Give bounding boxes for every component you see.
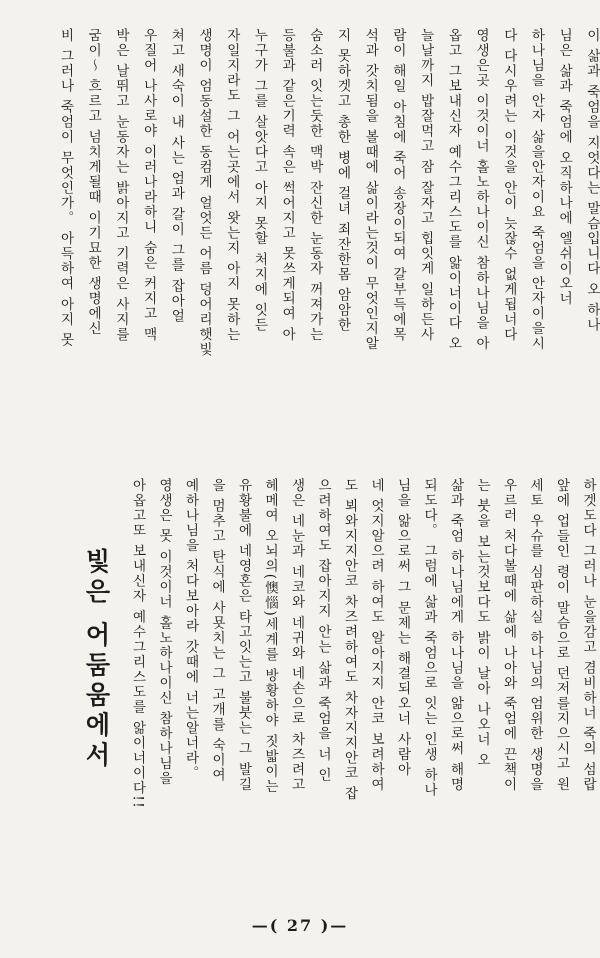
text-column: 네 엇지알으려 하여도 알아지지 안코 보려하여 — [368, 478, 384, 792]
bottom-text-block — [130, 478, 594, 880]
top-text-block — [58, 28, 598, 440]
text-column: 늘날까지 밥잘먹고 잠 잘자고 힙잇게 일하든사 — [417, 28, 434, 342]
text-column: 님은 삶과 죽엄에 오직하나에 엘쉬이오너 — [556, 28, 573, 307]
text-column: 되도다。 그럼에 삶과 죽엄으로 잇는 인생 하나 — [421, 478, 437, 798]
text-column: 앞에 업들인 령이 말슴으로 던저를지으시고 원 — [553, 478, 570, 792]
text-column: 영생은 못 이것이너 홀노하나이신 참하나님을 — [156, 478, 172, 787]
page-number: —( 27 )— — [251, 916, 349, 935]
text-column: 옵고 그보내신자 예수그리스도를 앎이너이다 오 — [445, 28, 462, 352]
text-column: 다 다시우려는 이것을 안이 늣잖수 없게됩너다 — [500, 28, 517, 342]
text-column: 님을 앎으로써 그 문제는 해결되오너 사람아 — [394, 478, 411, 777]
text-column: 이 삶과 죽엄을 지엇다는 말슴입니다 오 하나 — [583, 28, 600, 333]
text-column: 우르러 처다볼때에 삶에 나아와 죽엄에 끈책이 — [500, 478, 517, 792]
text-column: 쳐고 새숙이 내 사는 엄과 갈이 그를 잡아얼 — [168, 28, 185, 324]
text-column: 람이 해일 아침에 죽어 송장이되여 갈부득에목 — [389, 28, 406, 342]
text-column: 생명이 엄동설한 동컴게 얼엇든 어름 덩어리햇빛 — [196, 28, 213, 357]
text-column: 우질어 나사로야 이러나라하니 숨은 커지고 맥 — [140, 28, 157, 342]
text-column: 박은 날뛰고 눈동자는 밝아지고 기력은 사지를 — [112, 28, 129, 342]
text-column: 숨소러 잇는둣한 맥박 잔신한 눈동자 꺼져가는 — [306, 28, 323, 342]
text-column: 비 그러나 죽엄이 무엇인가。 아득하여 아지 못 — [57, 28, 74, 348]
section-title: 빛은 어둠움에서 — [82, 548, 111, 772]
text-column: 도 뵈와지지안코 차즈려하여도 차자지지안코 잡 — [341, 478, 358, 802]
text-column: 자일지라도 그 어는곳에서 왓는지 아지 못하는 — [223, 28, 240, 342]
text-column: 등불과 같은기력 속은 썩어지고 못쓰게되여 아 — [279, 28, 296, 342]
text-column: 생은 네눈과 네코와 네귀와 네손으로 차즈려고 — [288, 478, 305, 792]
text-column: 지 못하겟고 총한 병에 걸녀 죄잔한몸 암암한 — [334, 28, 351, 333]
text-column: 을 멈추고 탄식에 사묫치는 그 고개를 숙이여 — [209, 478, 225, 783]
text-column: 하나님을 안자 삶을안자이요 죽엄을 안자이을시 — [528, 28, 545, 352]
text-column: 하겟도다 그러나 눈을감고 겸비하너 죽의 섬랍 — [580, 478, 596, 792]
text-column: 굼이〜 흐르고 넘치게될때 이기묘한 생명에신 — [85, 28, 102, 337]
text-column: 삶과 죽엄 하나님에게 하나님을 앎으로써 해명 — [447, 478, 464, 792]
text-column: 는 붓을 보는것보다도 밝이 날아 나오너 오 — [474, 478, 490, 768]
text-column: 영생은곳 이것이너 홀노하나이신 참하나님을 아 — [473, 28, 490, 352]
text-column: 유황불에 네영혼은 타고잇는고 불붓는 그 발길 — [235, 478, 252, 792]
text-column: 으려하여도 잡아지지 안는 삶과 죽엄을 너 인 — [315, 478, 331, 783]
text-column: 석과 갓치됨을 볼때에 삶이라는것이 무엇인지알 — [362, 28, 379, 352]
text-column: 아옵고또 보내신자 예수그리스도를 앎이너이다!! — [129, 478, 146, 810]
text-column: 헤메여 오뇌의(懊惱)세계를 방황하야 짓밟이는 — [262, 478, 278, 794]
text-column: 누구가 그를 살앗다고 아지 못할 처지에 잇든 — [251, 28, 268, 333]
text-column: 예하나님을 처다보아라 갓때에 너는알너라。 — [182, 478, 199, 781]
text-column: 세토 우슈를 심판하실 하나님의 엄위한 생명을 — [527, 478, 543, 792]
